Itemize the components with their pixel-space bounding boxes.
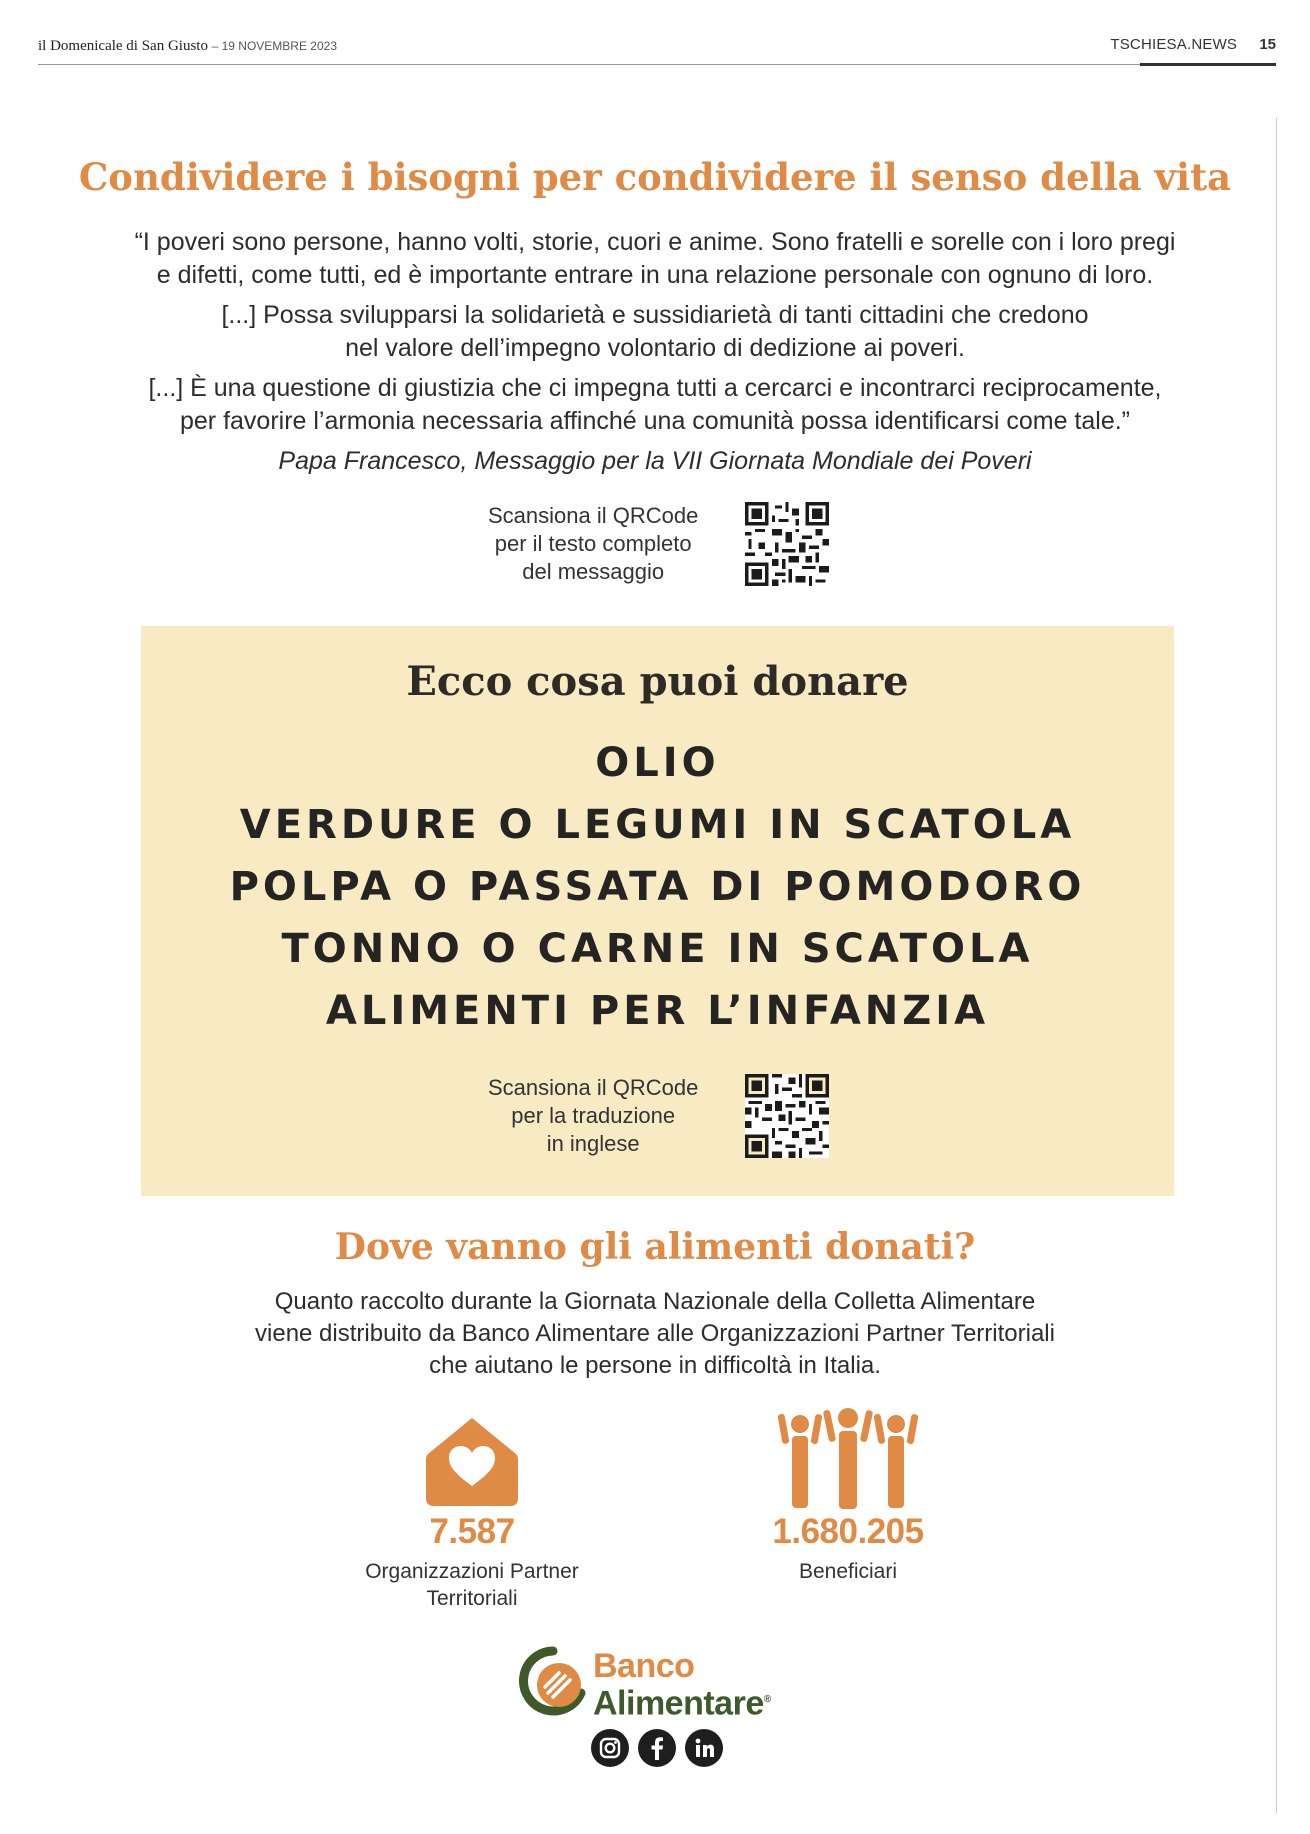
column-divider — [1276, 118, 1277, 1813]
logo-word-alimentare — [593, 1683, 771, 1723]
logo-word-alimentare-text: Alimentare — [593, 1684, 764, 1723]
translation-qr-block — [488, 1074, 830, 1158]
house-heart-icon — [424, 1416, 520, 1508]
page-number: 15 — [1259, 36, 1276, 53]
distribution-line: viene distribuito da Banco Alimentare alle Organizzazioni Partner Territoriali — [255, 1320, 1055, 1347]
pope-quote — [60, 226, 1250, 485]
stat-label — [336, 1558, 608, 1612]
qr-caption-line: Scansiona il QRCode — [488, 1075, 699, 1100]
issue-date: – 19 NOVEMBRE 2023 — [211, 39, 338, 53]
quote-line: [...] Possa svilupparsi la solidarietà e sussidiarietà di tanti cittadini che credono — [221, 301, 1089, 329]
donation-item: VERDURE O LEGUMI IN SCATOLA — [239, 802, 1076, 848]
banco-alimentare-mark-icon — [515, 1643, 587, 1719]
logo-word-banco: Banco — [593, 1647, 695, 1685]
qr-caption-line: in inglese — [546, 1131, 640, 1156]
message-qr-caption — [488, 502, 698, 586]
stat-value: 1.680.205 — [772, 1512, 924, 1551]
linkedin-icon[interactable] — [685, 1729, 723, 1767]
donation-item: ALIMENTI PER L’INFANZIA — [325, 988, 990, 1034]
qr-caption-line: per la traduzione — [511, 1103, 676, 1128]
distribution-line: Quanto raccolto durante la Giornata Nazionale della Colletta Alimentare — [274, 1288, 1036, 1315]
donation-items-list — [141, 732, 1174, 1042]
quote-paragraph — [60, 226, 1250, 292]
site-name: TSCHIESA.NEWS — [1110, 36, 1238, 53]
quote-attribution: Papa Francesco, Messaggio per la VII Giornata Mondiale dei Poveri — [278, 447, 1032, 475]
people-icon — [778, 1406, 918, 1510]
logo-wordmark — [593, 1647, 771, 1723]
registered-mark: ® — [763, 1694, 771, 1705]
quote-line: per favorire l’armonia necessaria affinché una comunità possa identificarsi come tale.” — [179, 407, 1130, 435]
header-right — [1110, 36, 1276, 53]
donation-item: TONNO O CARNE IN SCATOLA — [281, 926, 1034, 972]
qr-code-icon[interactable] — [744, 502, 830, 586]
quote-paragraph — [60, 372, 1250, 438]
distribution-title: Dove vanno gli alimenti donati? — [334, 1226, 976, 1268]
paper-name: il Domenicale di San Giusto — [38, 38, 208, 54]
quote-line: e difetti, come tutti, ed è importante entrare in una relazione personale con ognuno di loro. — [156, 261, 1154, 289]
donation-item: POLPA O PASSATA DI POMODORO — [229, 864, 1086, 910]
page-header — [38, 34, 1276, 64]
qr-caption-line: Scansiona il QRCode — [488, 503, 699, 528]
stat-organizations — [336, 1416, 608, 1612]
stat-label-line: Organizzazioni Partner — [365, 1560, 579, 1583]
donation-title: Ecco cosa puoi donare — [406, 658, 909, 705]
quote-line: nel valore dell’impegno volontario di dedizione ai poveri. — [345, 334, 965, 362]
qr-caption-line: per il testo completo — [494, 531, 692, 556]
donation-item: OLIO — [595, 740, 720, 786]
instagram-icon[interactable] — [591, 1729, 629, 1767]
translation-qr-caption — [488, 1074, 698, 1158]
stat-label — [716, 1558, 980, 1585]
stat-label-line: Territoriali — [426, 1587, 518, 1610]
banco-alimentare-logo — [515, 1643, 805, 1721]
header-divider-accent — [1140, 63, 1276, 66]
message-qr-block — [488, 502, 830, 586]
intro-title: Condividere i bisogni per condividere il senso della vita — [78, 155, 1232, 199]
social-links — [591, 1729, 732, 1767]
quote-paragraph — [60, 299, 1250, 365]
distribution-text — [100, 1286, 1210, 1382]
header-divider — [38, 64, 1276, 65]
qr-code-icon[interactable] — [744, 1074, 830, 1158]
distribution-line: che aiutano le persone in difficoltà in Italia. — [429, 1352, 881, 1379]
header-left — [38, 38, 337, 55]
stat-beneficiaries — [716, 1406, 980, 1585]
stat-value: 7.587 — [429, 1512, 515, 1551]
facebook-icon[interactable] — [638, 1729, 676, 1767]
qr-caption-line: del messaggio — [522, 559, 665, 584]
quote-line: “I poveri sono persone, hanno volti, storie, cuori e anime. Sono fratelli e sorelle con i loro pregi — [134, 228, 1176, 256]
stat-label-line: Beneficiari — [798, 1560, 898, 1583]
quote-line: [...] È una questione di giustizia che ci impegna tutti a cercarci e incontrarci reciprocamente, — [148, 374, 1162, 402]
